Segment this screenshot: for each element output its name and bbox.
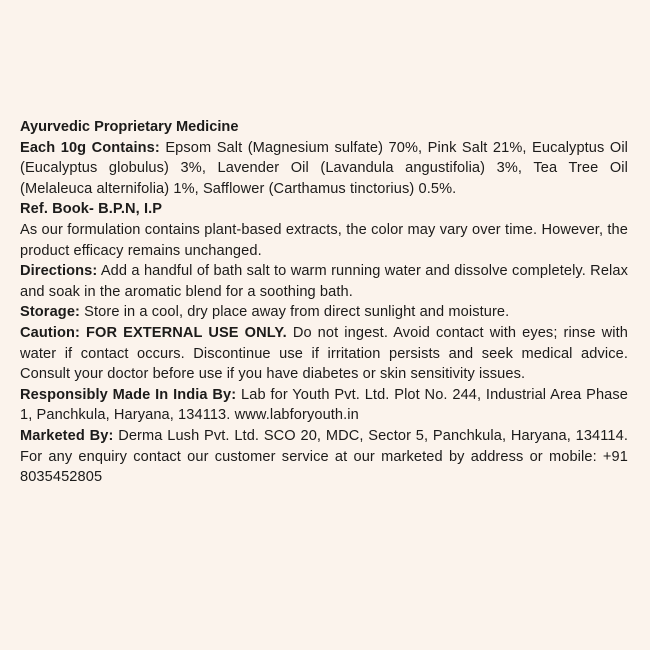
color-note: As our formulation contains plant-based extracts, the color may vary over time. However, the product efficacy remains unchanged. (20, 221, 628, 259)
product-category-title: Ayurvedic Proprietary Medicine (20, 119, 239, 135)
storage-heading: Storage: (20, 304, 80, 321)
marketer-text: Derma Lush Pvt. Ltd. SCO 20, MDC, Sector 5, Panchkula, Haryana, 134114. For any enquiry contact our customer service at our marketed by address or mobile: +91 8035452805 (20, 427, 628, 486)
ingredients-section (20, 138, 628, 200)
manufacturer-section (20, 385, 628, 426)
manufacturer-heading: Responsibly Made In India By: (20, 386, 237, 403)
directions-text: Add a handful of bath salt to warm running water and dissolve completely. Relax and soak in the aromatic blend for a soothing bath. (20, 263, 628, 300)
manufacturer-text: Lab for Youth Pvt. Ltd. Plot No. 244, Industrial Area Phase 1, Panchkula, Haryana, 134113. www.labforyouth.in (20, 386, 629, 424)
directions-section (20, 261, 628, 302)
directions-heading: Directions: (20, 263, 98, 280)
ingredients-text: Epsom Salt (Magnesium sulfate) 70%, Pink Salt 21%, Eucalyptus Oil (Eucalyptus globulus) 3%, Lavender Oil (Lavandula angustifolia) 3%, Tea Tree Oil (Melaleuca alternifolia) 1%, Safflower (Carthamus tinctorius) 0.5%. (20, 139, 629, 197)
caution-text: Do not ingest. Avoid contact with eyes; rinse with water if contact occurs. Discontinue use if irritation persists and seek medical advice. Consult your doctor before use if you have diabetes or skin sensitivity issues. (20, 324, 628, 383)
marketer-section (20, 426, 628, 488)
ingredients-heading: Each 10g Contains: (20, 139, 160, 156)
storage-section (20, 302, 628, 323)
caution-heading: Caution: FOR EXTERNAL USE ONLY. (20, 324, 287, 341)
marketer-heading: Marketed By: (20, 427, 114, 444)
storage-text: Store in a cool, dry place away from direct sunlight and moisture. (84, 304, 510, 321)
label-text-panel (20, 117, 628, 488)
ref-book: Ref. Book- B.P.N, I.P (20, 201, 163, 218)
caution-section (20, 323, 628, 385)
